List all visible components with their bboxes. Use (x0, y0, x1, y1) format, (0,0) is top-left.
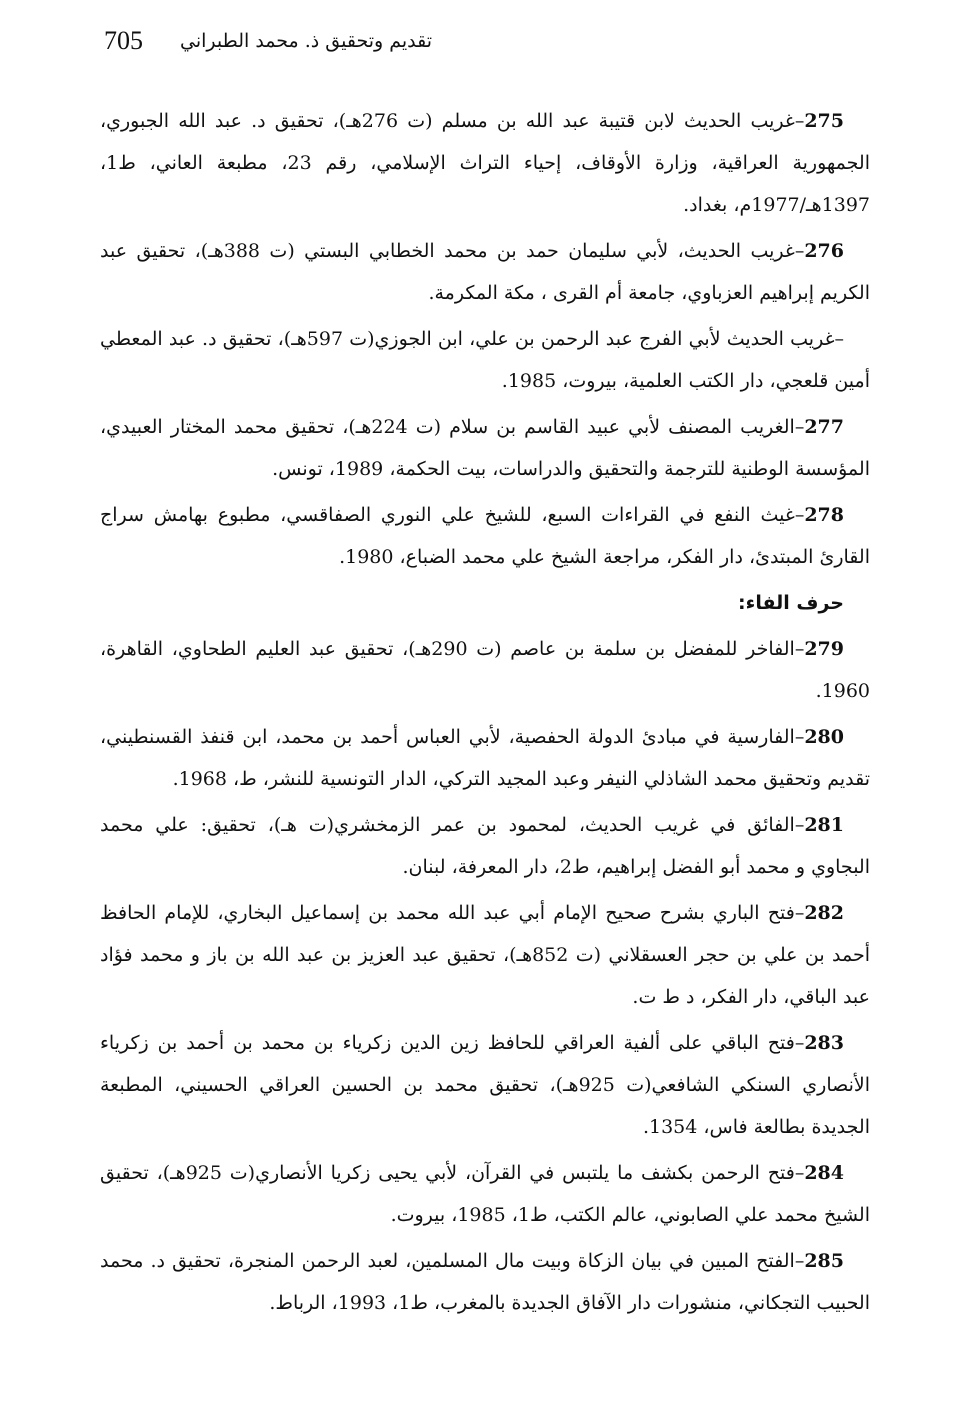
entry-text: –الفارسية في مبادئ الدولة الحفصية، لأبي العباس أحمد بن محمد، ابن قنفذ القسنطيني، تقديم وتحقيق محمد الشاذلي النيفر وعبد المجيد التركي، الدار التونسية للنشر، ط، 1968. (100, 726, 870, 790)
entry-text: –الغريب المصنف لأبي عبيد القاسم بن سلام (ت 224هـ)، تحقيق محمد المختار العبيدي، المؤسسة الوطنية للترجمة والتحقيق والدراسات، بيت الحكمة، 1989، تونس. (100, 416, 870, 480)
bibliography-entry (100, 406, 870, 490)
bibliography-entry (100, 892, 870, 1018)
bibliography-entry (100, 230, 870, 314)
entry-text: –غيث النفع في القراءات السبع، للشيخ علي النوري الصفاقسي، مطبوع بهامش سراج القارئ المبتدئ، دار الفكر، مراجعة الشيخ علي محمد الضباع، 1980. (100, 504, 870, 568)
entry-text: –غريب الحديث لأبي الفرج عبد الرحمن بن علي، ابن الجوزي(ت 597هـ)، تحقيق د. عبد المعطي أمين قلعجي، دار الكتب العلمية، بيروت، 1985. (100, 328, 870, 392)
bibliography-entry (100, 494, 870, 578)
entry-number: 277 (804, 416, 844, 438)
bibliography-entry (100, 804, 870, 888)
entry-number: 275 (804, 110, 844, 132)
page-header (100, 22, 880, 70)
bibliography-list (100, 100, 870, 1328)
bibliography-entry (100, 1240, 870, 1324)
bibliography-entry (100, 716, 870, 800)
bibliography-entry (100, 318, 870, 402)
entry-text: –الفائق في غريب الحديث، لمحمود بن عمر الزمخشري(ت هـ)، تحقيق: علي محمد البجاوي و محمد أبو الفضل إبراهيم، ط2، دار المعرفة، لبنان. (100, 814, 870, 878)
entry-number: 279 (804, 638, 844, 660)
entry-number: 280 (804, 726, 844, 748)
entry-number: 278 (804, 504, 844, 526)
section-title: حرف الفاء: (738, 592, 844, 614)
running-title: تقديم وتحقيق ذ. محمد الطبراني (180, 30, 433, 52)
entry-number: 284 (804, 1162, 844, 1184)
entry-number: 285 (804, 1250, 844, 1272)
entry-number: 283 (804, 1032, 844, 1054)
entry-text: –الفتح المبين في بيان الزكاة وبيت مال المسلمين، لعبد الرحمن المنجرة، تحقيق د. محمد الحبيب التجكاني، منشورات دار الآفاق الجديدة بالمغرب، ط1، 1993، الرباط. (100, 1250, 870, 1314)
entry-text: –فتح الباقي على ألفية العراقي للحافظ زين الدين زكرياء بن محمد بن أحمد بن زكرياء الأنصاري السنكي الشافعي(ت 925هـ)، تحقيق محمد بن الحسين العراقي الحسيني، المطبعة الجديدة بطالعة فاس، 1354. (100, 1032, 870, 1138)
entry-text: –فتح الرحمن بكشف ما يلتبس في القرآن، لأبي يحيى زكريا الأنصاري(ت 925هـ)، تحقيق الشيخ محمد علي الصابوني، عالم الكتب، ط1، 1985، بيروت. (100, 1162, 870, 1226)
entry-text: –الفاخر للمفضل بن سلمة بن عاصم (ت 290هـ)، تحقيق عبد العليم الطحاوي، القاهرة، 1960. (100, 638, 870, 702)
bibliography-entry (100, 1152, 870, 1236)
entry-number: 282 (804, 902, 844, 924)
entries-group-fa (100, 628, 870, 1324)
page-number: 705 (104, 26, 143, 55)
entries-group-ghayn (100, 100, 870, 578)
entry-text: –غريب الحديث، لأبي سليمان حمد بن محمد الخطابي البستي (ت 388هـ)، تحقيق عبد الكريم إبراهيم العزباوي، جامعة أم القرى ، مكة المكرمة. (100, 240, 870, 304)
entry-text: –فتح الباري بشرح صحيح الإمام أبي عبد الله محمد بن إسماعيل البخاري، للإمام الحافظ أحمد بن علي بن حجر العسقلاني (ت 852هـ)، تحقيق عبد العزيز بن عبد الله بن باز و محمد فؤاد عبد الباقي، دار الفكر، د ط ت. (100, 902, 870, 1008)
bibliography-entry (100, 628, 870, 712)
bibliography-entry (100, 1022, 870, 1148)
entry-number: 276 (804, 240, 844, 262)
entry-number: 281 (804, 814, 844, 836)
bibliography-entry (100, 100, 870, 226)
entry-text: –غريب الحديث لابن قتيبة عبد الله بن مسلم (ت 276هـ)، تحقيق د. عبد الله الجبوري، الجمهورية العراقية، وزارة الأوقاف، إحياء التراث الإسلامي، رقم 23، مطبعة العاني، ط1، 1397هـ/1977م، بغداد. (100, 110, 870, 216)
